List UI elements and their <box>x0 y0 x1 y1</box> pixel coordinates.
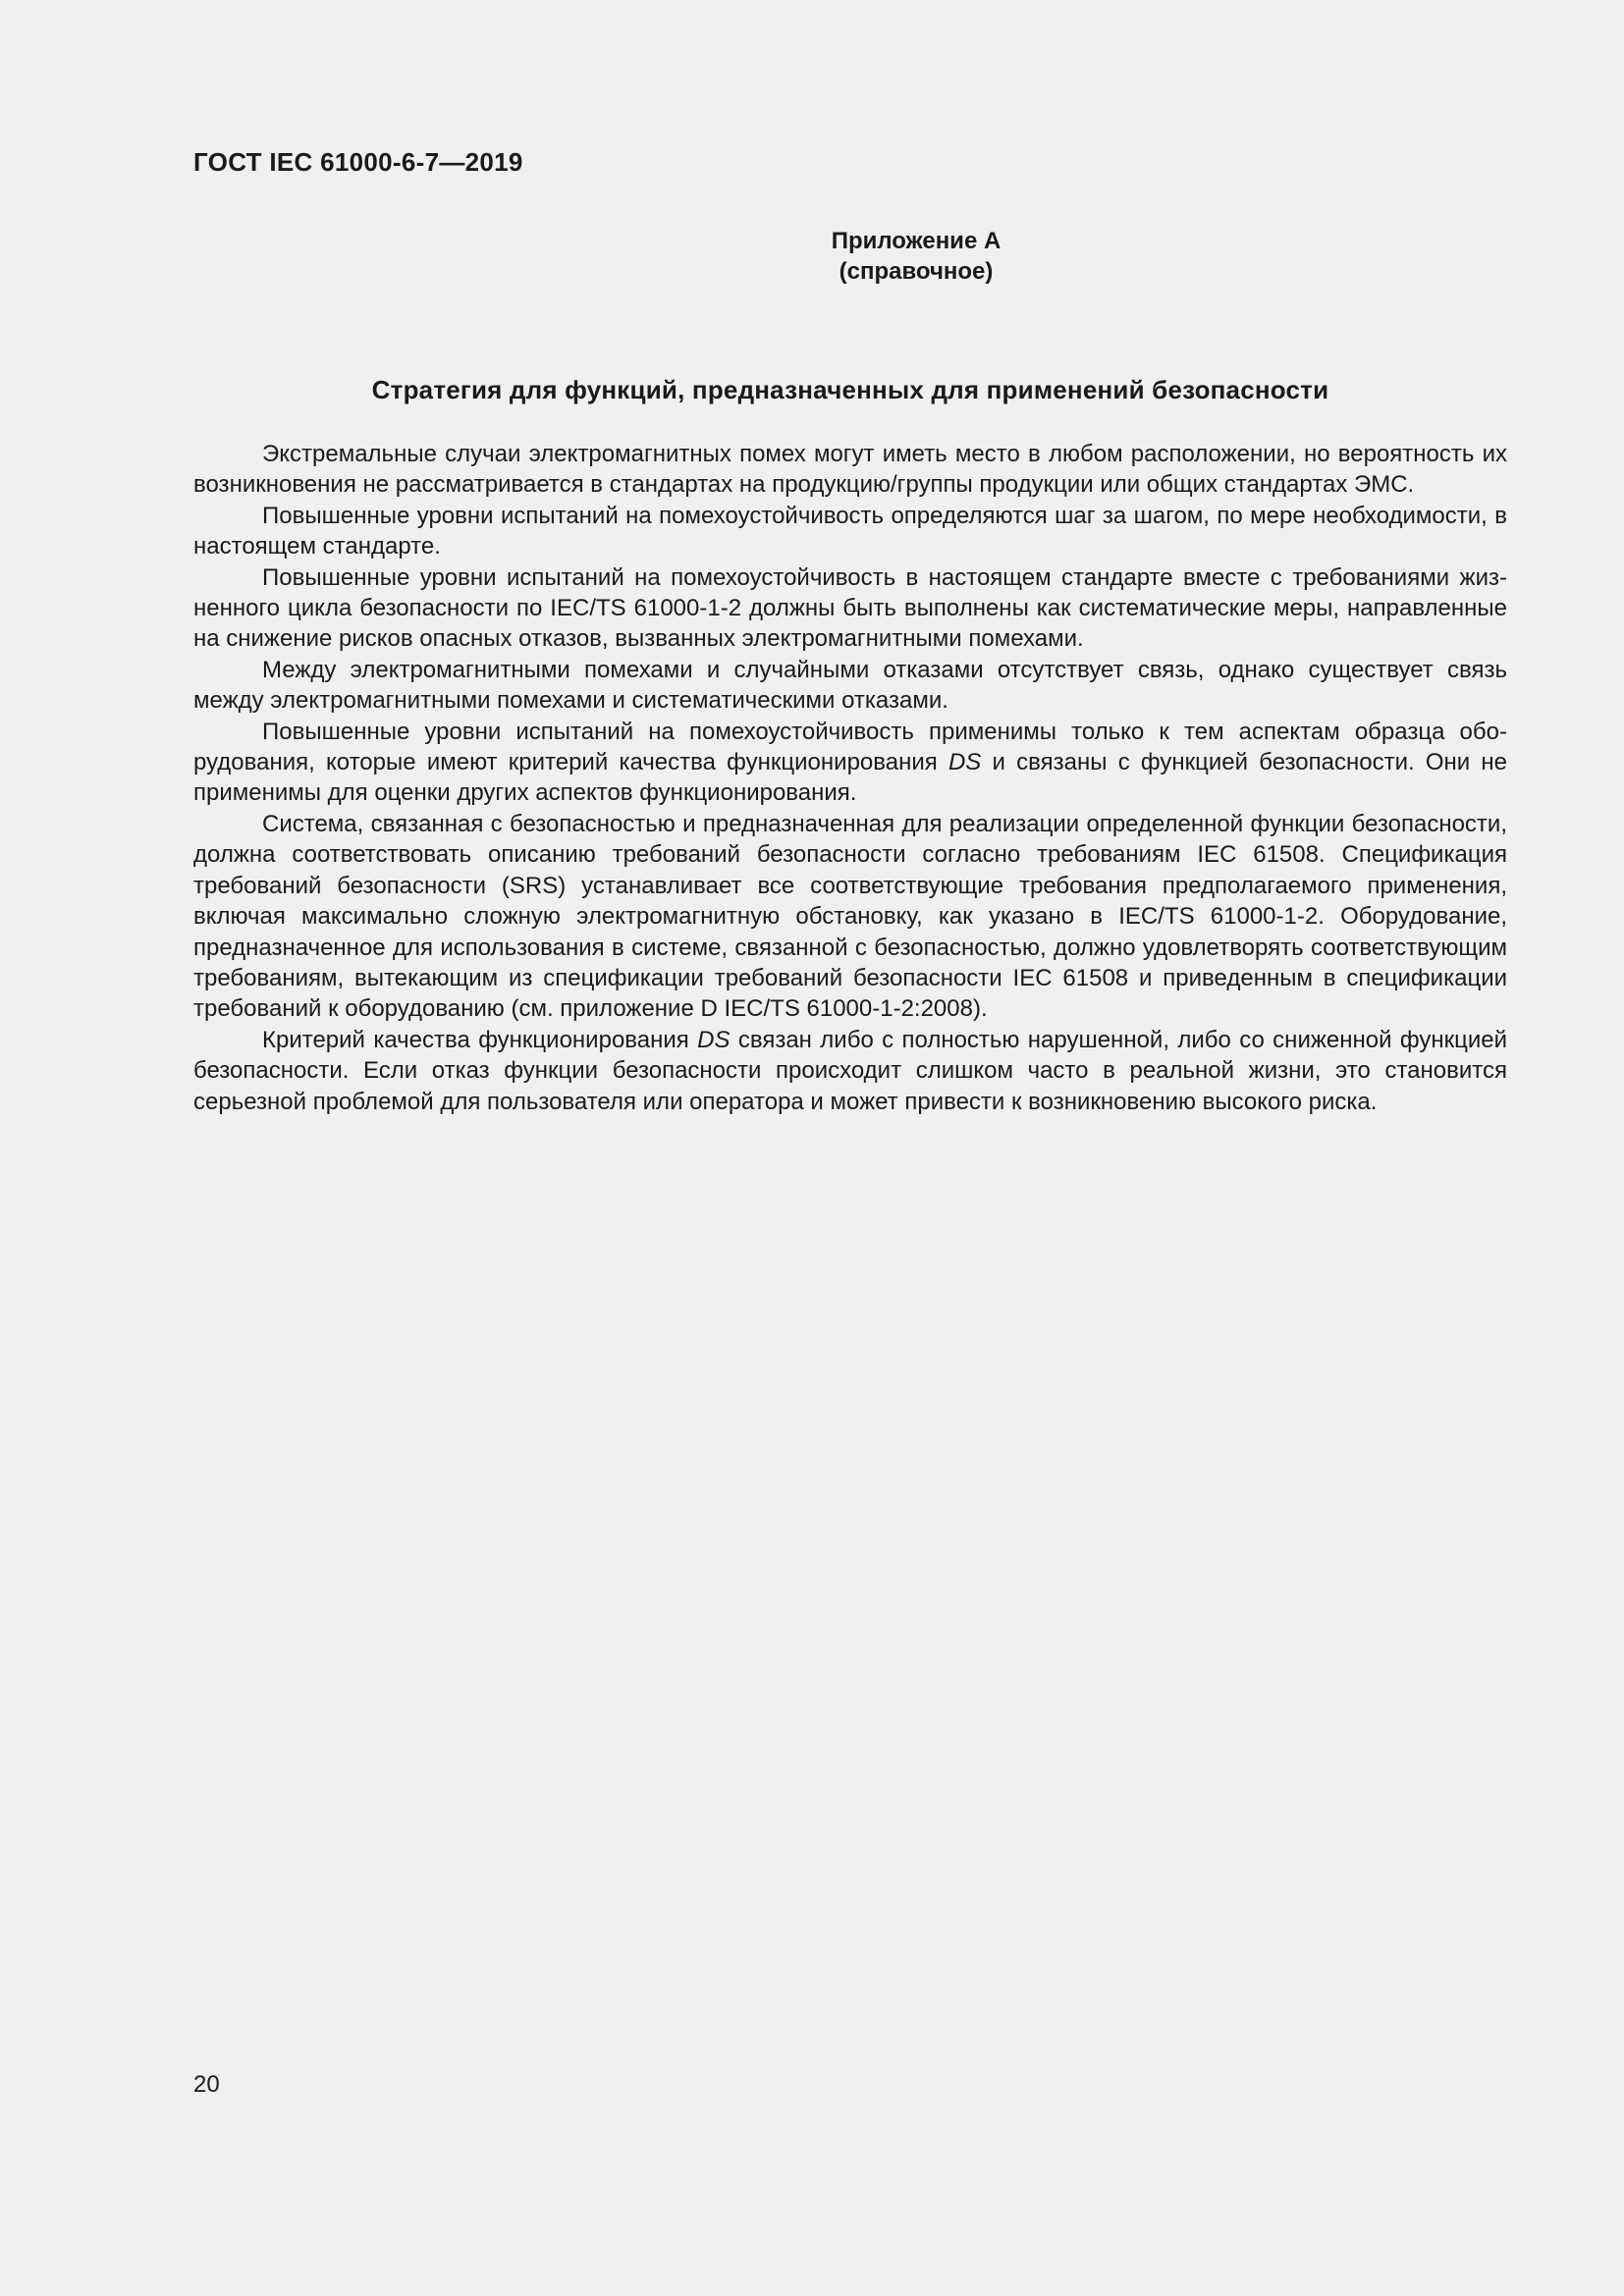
paragraph-5-text-b: и связаны с функцией безопасности. Они не применимы для оценки других аспектов функционирования. <box>193 749 1507 807</box>
paragraph-4: Между электромагнитными помехами и случайными отказами отсутствует связь, однако существует связь между электромагнитными помехами и систематическими отказами. <box>193 656 1507 715</box>
page-number: 20 <box>193 2071 220 2098</box>
appendix-subtitle: (справочное) <box>839 258 994 285</box>
paragraph-5-term: DS <box>947 749 982 776</box>
paragraph-7 <box>193 1025 1507 1117</box>
paragraph-3: Повышенные уровни испытаний на помехоустойчивость в настоящем стандарте вместе с требованиями жизненного цикла безопасности по IEC/TS 61000-1-2 должны быть выполнены как систематические меры, направленные на снижение рисков опасных отказов, вызванных электромагнитными помехами. <box>193 563 1507 653</box>
paragraph-2: Повышенные уровни испытаний на помехоустойчивость определяются шаг за шагом, по мере необходимости, в настоящем стандарте. <box>193 502 1507 561</box>
document-id-header: ГОСТ IEC 61000-6-7—2019 <box>193 147 523 177</box>
paragraph-6: Система, связанная с безопасностью и предназначенная для реализации определенной функции безопасности, должна соответствовать описанию требований безопасности согласно требованиям IEC 61508. Спецификация требований безопасности (SRS) устанавливает все соответствующие требования предполагаемого применения, включая максимально сложную электромагнитную обстановку, как указано в IEC/TS 61000-1-2. Оборудование, предназначенное для использования в системе, связанной с безопасностью, должно удовлетворять соответствующим требованиям, вытекающим из спецификации требований безопасности IEC 61508 и приведенным в спецификации требований к оборудованию (см. приложение D IEC/TS 61000-1-2:2008). <box>193 810 1507 1023</box>
paragraph-7-text-a: Критерий качества функционирования <box>262 1026 698 1053</box>
paragraph-1: Экстремальные случаи электромагнитных помех могут иметь место в любом расположении, но вероятность их возникновения не рассматривается в стандартах на продукцию/группы продукции или общих стандартах ЭМС. <box>193 441 1507 499</box>
section-title: Стратегия для функций, предназначенных для применений безопасности <box>371 375 1329 404</box>
paragraph-5 <box>193 717 1507 809</box>
paragraph-7-term: DS <box>697 1026 731 1053</box>
appendix-title: Приложение А <box>831 228 1001 254</box>
paragraph-7-text-b: связан либо с полностью нарушенной, либо со сниженной функцией безопасности. Если отказ функции безопасности происходит слишком часто в реальной жизни, это становится серьезной проблемой для пользователя или оператора и может привести к возникновению высокого риска. <box>193 1026 1508 1115</box>
body-text <box>193 439 1507 1117</box>
appendix-heading <box>0 226 1624 287</box>
paragraph-5-text-a: Повышенные уровни испытаний на помехоустойчивость применимы только к тем аспектам образца оборудования, которые имеют критерий качества функционирования <box>193 718 1507 776</box>
